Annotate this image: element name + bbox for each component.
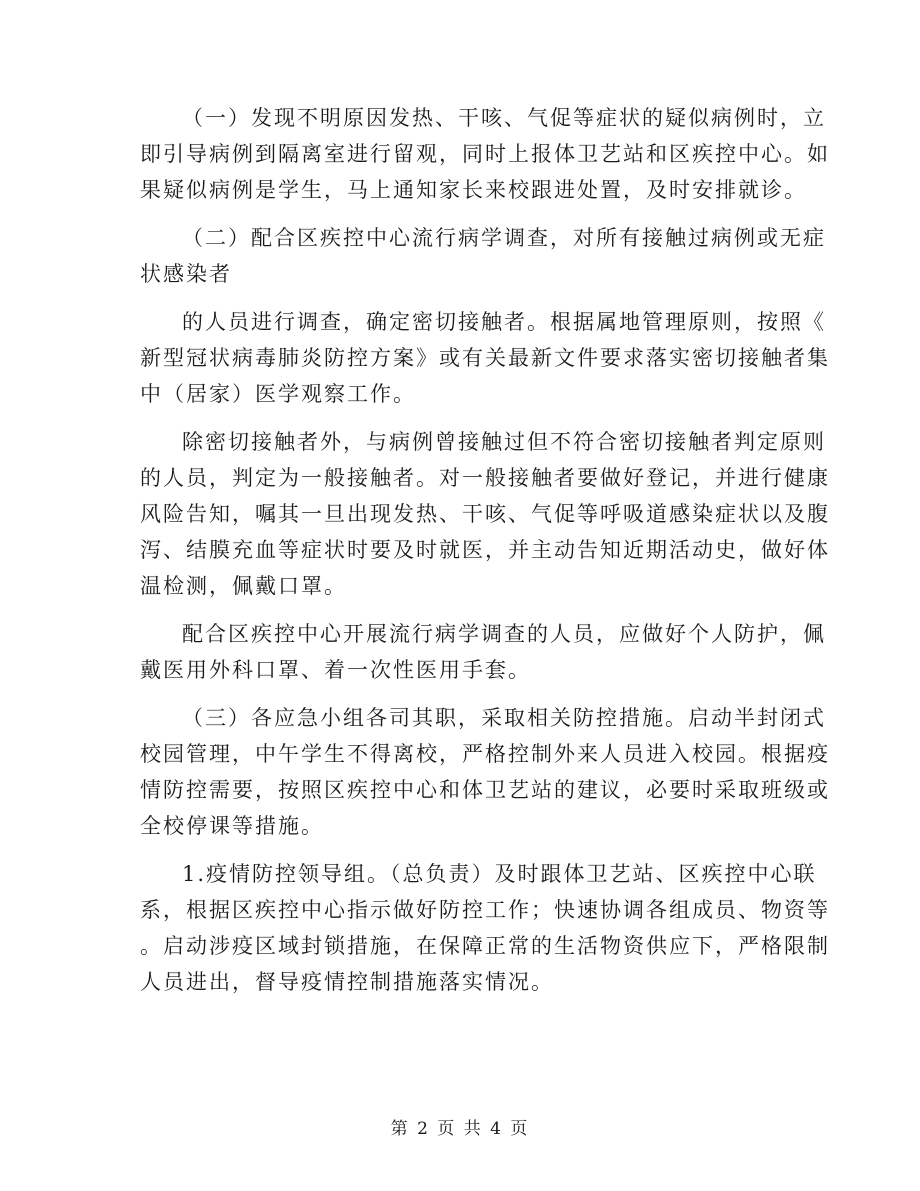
paragraph-1 — [140, 100, 830, 208]
text-line: 全校停课等措施。 — [140, 814, 324, 838]
text-line: （三）各应急小组各司其职，采取相关防控措施。启动半封闭式 — [182, 706, 826, 730]
paragraph-2 — [140, 220, 826, 292]
paragraph-3 — [140, 304, 830, 412]
text-line: （一）发现不明原因发热、干咳、气促等症状的疑似病例时，立 — [182, 106, 826, 130]
text-line: 温检测，佩戴口罩。 — [140, 574, 347, 598]
paragraph-4 — [140, 424, 830, 604]
text-line: 果疑似病例是学生，马上通知家长来校跟进处置，及时安排就诊。 — [140, 178, 807, 202]
text-line: 校园管理，中午学生不得离校，严格控制外来人员进入校园。根据疫 — [140, 742, 830, 766]
text-line: 即引导病例到隔离室进行留观，同时上报体卫艺站和区疾控中心。如 — [140, 142, 830, 166]
text-line: 戴医用外科口罩、着一次性医用手套。 — [140, 658, 531, 682]
text-line: 。启动涉疫区域封锁措施，在保障正常的生活物资供应下，严格限制 — [140, 934, 830, 958]
paragraph-5 — [140, 616, 826, 688]
paragraph-6 — [140, 700, 830, 844]
text-line: 人员进出，督导疫情控制措施落实情况。 — [140, 970, 554, 994]
text-line: 中（居家）医学观察工作。 — [140, 382, 416, 406]
text-line: 1.疫情防控领导组。（总负责）及时跟体卫艺站、区疾控中心联 — [182, 862, 817, 886]
text-line: 配合区疾控中心开展流行病学调查的人员，应做好个人防护，佩 — [182, 622, 826, 646]
text-line: 除密切接触者外，与病例曾接触过但不符合密切接触者判定原则 — [182, 430, 826, 454]
text-line: 新型冠状病毒肺炎防控方案》或有关最新文件要求落实密切接触者集 — [140, 346, 830, 370]
text-line: 泻、结膜充血等症状时要及时就医，并主动告知近期活动史，做好体 — [140, 538, 830, 562]
document-body — [140, 100, 830, 1012]
page-number-footer: 第 2 页 共 4 页 — [390, 1119, 530, 1139]
text-line: 风险告知，嘱其一旦出现发热、干咳、气促等呼吸道感染症状以及腹 — [140, 502, 830, 526]
text-line: 状感染者 — [140, 262, 232, 286]
paragraph-7 — [140, 856, 830, 1000]
text-line: 的人员，判定为一般接触者。对一般接触者要做好登记，并进行健康 — [140, 466, 830, 490]
text-line: 系，根据区疾控中心指示做好防控工作；快速协调各组成员、物资等 — [140, 898, 830, 922]
text-line: （二）配合区疾控中心流行病学调查，对所有接触过病例或无症 — [182, 226, 826, 250]
text-line: 的人员进行调查，确定密切接触者。根据属地管理原则，按照《 — [182, 310, 826, 334]
text-line: 情防控需要，按照区疾控中心和体卫艺站的建议，必要时采取班级或 — [140, 778, 830, 802]
